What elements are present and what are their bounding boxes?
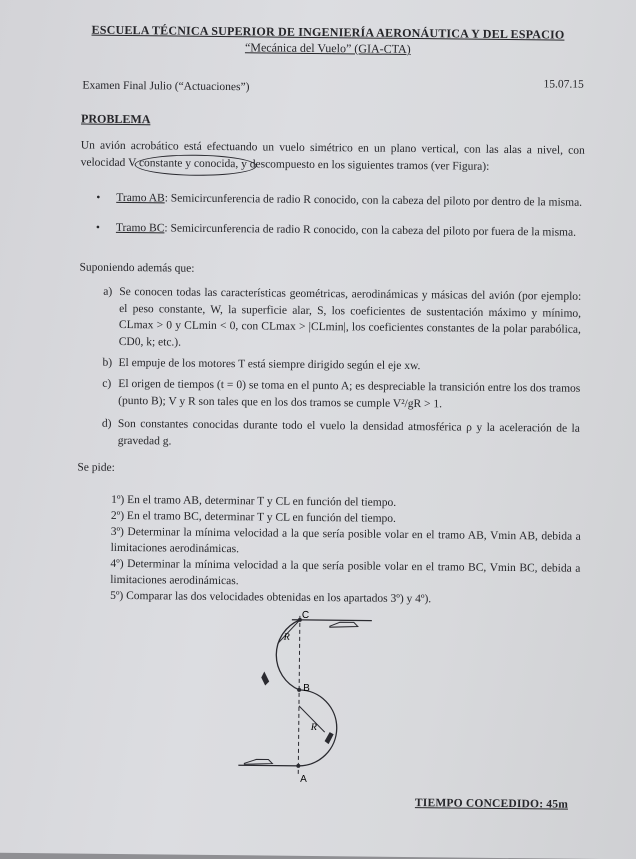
requests-label: Se pide:	[77, 461, 115, 474]
section-title: PROBLEMA	[81, 111, 151, 127]
question-1: 1º) En el tramo AB, determinar T y CL en función del tiempo.	[111, 493, 397, 509]
bullet-icon: •	[95, 221, 101, 234]
vertical-axis	[298, 616, 300, 776]
airplane-icon	[261, 671, 269, 685]
airplane-icon	[325, 732, 334, 744]
airplane-icon	[330, 622, 358, 627]
assumptions-label: Suponiendo además que:	[79, 261, 195, 275]
exam-title: Examen Final Julio (“Actuaciones”)	[82, 79, 250, 94]
assumption-c	[102, 376, 580, 414]
point-a-dot	[296, 764, 300, 768]
segment-text: : Semicircunferencia de radio R conocido, con la cabeza del piloto por dentro de la misma.	[164, 192, 583, 209]
question-2: 2º) En el tramo BC, determinar T y CL en función del tiempo.	[110, 509, 397, 525]
exam-date: 15.07.15	[543, 78, 584, 91]
item-text: El empuje de los motores T está siempre dirigido según el eje xw.	[118, 356, 421, 373]
item-key: c)	[102, 377, 112, 390]
radius-label-bottom: R	[310, 721, 317, 734]
segment-name: Tramo BC	[115, 221, 165, 235]
item-text: El origen de tiempos (t = 0) se toma en el punto A; es despreciable la transición entre los dos tramos (punto B); V y R son tales que en los dos tramos se cumple V²/gR > 1.	[118, 377, 581, 410]
question-3: 3º) Determinar la mínima velocidad a la que sería posible volar en el tramo AB, Vmin AB, debida a limitaciones aerodinámicas.	[110, 525, 581, 556]
segment-text: : Semicircunferencia de radio R conocido, con la cabeza del piloto por fuera de la misma.	[164, 222, 577, 239]
radius-label-top: R	[283, 631, 290, 643]
assumption-a	[103, 284, 582, 355]
assumption-d	[102, 416, 580, 454]
bottom-line	[238, 765, 300, 766]
school-name: ESCUELA TÉCNICA SUPERIOR DE INGENIERÍA AERONÁUTICA Y DEL ESPACIO	[91, 22, 565, 42]
item-text: Se conocen todas las características geométricas, aerodinámicas y másicas del avión (por ejemplo: el peso constante, W, la superficie alar, S, los coeficientes de sustentación máximo y mínimo, CLmax > 0 y CLmin < 0, con CLmax > |CLmin|, los coeficientes constantes de la polar parabólica, CD0, k; etc.).	[118, 285, 582, 349]
point-b-label: B	[303, 682, 310, 694]
point-a-label: A	[300, 773, 307, 785]
trajectory-figure	[230, 605, 392, 787]
segment-name: Tramo AB	[116, 191, 165, 205]
airplane-icon	[244, 759, 272, 764]
question-4: 4º) Determinar la mínima velocidad a la que sería posible volar en el tramo BC, Vmin BC, debida a limitaciones aerodinámicas.	[110, 557, 581, 588]
time-allowed: TIEMPO CONCEDIDO: 45m	[414, 797, 569, 811]
item-text: Son constantes conocidas durante todo el vuelo la densidad atmosférica ρ y la aceleración de la gravedad g.	[117, 417, 580, 448]
item-key: a)	[103, 285, 113, 298]
segment-ab	[96, 190, 584, 212]
arc-bc	[276, 620, 300, 690]
arc-ab	[298, 690, 337, 766]
assumption-b	[102, 355, 580, 377]
segment-bc	[96, 220, 584, 242]
point-b-dot	[297, 688, 301, 692]
question-5: 5º) Comparar las dos velocidades obtenidas en los apartados 3º) y 4º).	[110, 589, 432, 606]
course-name: “Mecánica del Vuelo” (GIA-CTA)	[244, 40, 411, 56]
bullet-icon: •	[96, 191, 101, 204]
handwritten-circle	[135, 154, 257, 176]
problem-intro: Un avión acrobático está efectuando un vuelo simétrico en un plano vertical, con las alas a nivel, con velocidad V constante y conocida, y descompuesto en los siguientes tramos (ver Figura):	[80, 139, 585, 173]
item-key: b)	[102, 356, 113, 369]
point-c-label: C	[301, 609, 310, 621]
item-key: d)	[101, 417, 112, 430]
header	[68, 21, 588, 58]
